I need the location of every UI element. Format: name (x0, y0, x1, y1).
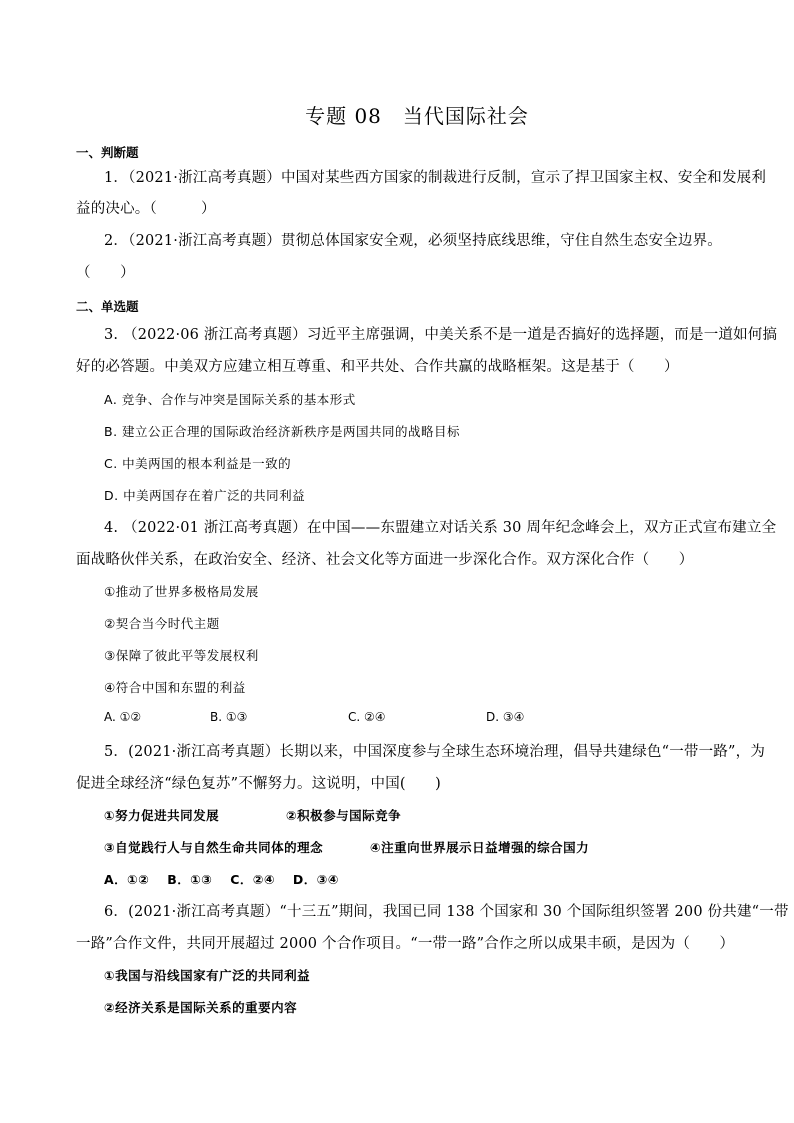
page-title: 专题 08 当代国际社会 (305, 104, 529, 128)
q6-line1: 6．(2021·浙江高考真题）“十三五”期间，我国已同 138 个国家和 30 个国际组织签署 200 份共建“一带 (104, 904, 789, 920)
q4-item-3: ③保障了彼此平等发展权利 (104, 648, 259, 663)
q3-line2: 好的必答题。中美双方应建立相互尊重、和平共处、合作共赢的战略框架。这是基于（ ） (76, 359, 679, 375)
q1-line1: 1．（2021·浙江高考真题）中国对某些西方国家的制裁进行反制，宣示了捍卫国家主权、安全和发展利 (104, 170, 767, 186)
q3-option-d: D. 中美两国存在着广泛的共同利益 (104, 488, 306, 503)
q4-item-1: ①推动了世界多极格局发展 (104, 584, 259, 599)
q4-choice-d: D. ③④ (486, 710, 525, 724)
q3-option-b: B. 建立公正合理的国际政治经济新秩序是两国共同的战略目标 (104, 424, 461, 439)
q5-line2: 促进全球经济“绿色复苏”不懈努力。这说明，中国( ) (76, 776, 442, 792)
q4-item-2: ②契合当今时代主题 (104, 616, 220, 631)
q4-item-4: ④符合中国和东盟的利益 (104, 680, 246, 695)
q4-line2: 面战略伙伴关系，在政治安全、经济、社会文化等方面进一步深化合作。双方深化合作（ ） (76, 552, 694, 568)
q5-item-4: ④注重向世界展示日益增强的综合国力 (370, 840, 590, 855)
q5-choices: A．①② B．①③ C．②④ D．③④ (104, 872, 339, 887)
q3-line1: 3. （2022·06 浙江高考真题）习近平主席强调，中美关系不是一道是否搞好的选择题，而是一道如何搞 (104, 327, 778, 343)
q6-item-2: ②经济关系是国际关系的重要内容 (104, 1000, 298, 1015)
q5-item-1: ①努力促进共同发展 (104, 808, 220, 823)
q1-line2: 益的决心。（ ） (76, 201, 216, 217)
section-heading-single-choice: 二、单选题 (76, 299, 139, 314)
q3-option-a: A. 竞争、合作与冲突是国际关系的基本形式 (104, 392, 356, 407)
q3-option-c: C. 中美两国的根本利益是一致的 (104, 456, 292, 471)
q5-item-2: ②积极参与国际竞争 (286, 808, 402, 823)
q4-choice-a: A. ①② (104, 710, 142, 724)
q4-choice-b: B. ①③ (210, 710, 248, 724)
section-heading-judgment: 一、判断题 (76, 145, 139, 160)
q6-item-1: ①我国与沿线国家有广泛的共同利益 (104, 968, 311, 983)
q5-item-3: ③自觉践行人与自然生命共同体的理念 (104, 840, 324, 855)
q4-choice-c: C. ②④ (348, 710, 386, 724)
q2-line1: 2．（2021·浙江高考真题）贯彻总体国家安全观，必须坚持底线思维，守住自然生态安全边界。 (104, 233, 722, 249)
q6-line2: 一路”合作文件，共同开展超过 2000 个合作项目。“一带一路”合作之所以成果丰硕，是因为（ ） (76, 936, 735, 952)
q2-line2: （ ） (76, 265, 135, 281)
q4-line1: 4. （2022·01 浙江高考真题）在中国——东盟建立对话关系 30 周年纪念峰会上，双方正式宣布建立全 (104, 520, 777, 536)
q5-line1: 5．(2021·浙江高考真题）长期以来，中国深度参与全球生态环境治理，倡导共建绿色“一带一路”，为 (104, 744, 766, 760)
